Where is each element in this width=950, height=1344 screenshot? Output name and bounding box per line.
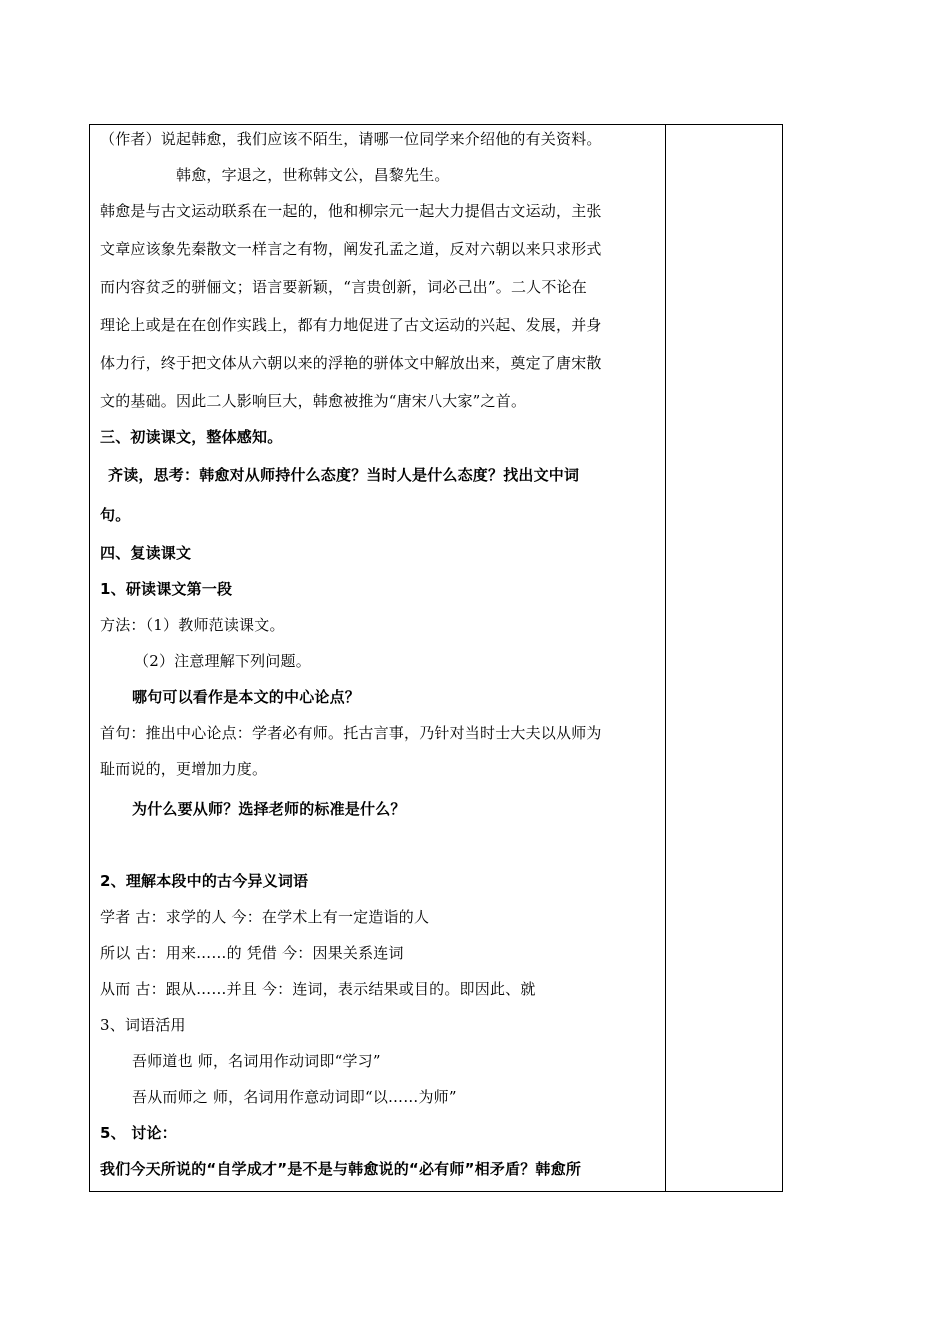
text-line: 体力行，终于把文体从六朝以来的浮艳的骈体文中解放出来，奠定了唐宋散: [100, 354, 602, 372]
subsection-heading: 2、理解本段中的古今异义词语: [100, 872, 309, 890]
text-line: 韩愈，字退之，世称韩文公，昌黎先生。: [176, 166, 450, 184]
text-line: （2）注意理解下列问题。: [134, 652, 311, 670]
text-line: 而内容贫乏的骈俪文；语言要新颖，“言贵创新，词必己出”。二人不论在: [100, 278, 587, 296]
column-divider: [665, 125, 666, 1191]
text-line: 文的基础。因此二人影响巨大，韩愈被推为“唐宋八大家”之首。: [100, 392, 527, 410]
question-line: 为什么要从师？选择老师的标准是什么？: [132, 800, 406, 818]
text-line: 理论上或是在在创作实践上，都有力地促进了古文运动的兴起、发展，并身: [100, 316, 602, 334]
text-line: 耻而说的，更增加力度。: [100, 760, 268, 778]
word-row: 吾师道也 师，名词用作动词即“学习”: [132, 1052, 381, 1070]
subsection-heading: 1、研读课文第一段: [100, 580, 233, 598]
notes-cell: [667, 125, 782, 1191]
text-line: 方法：（1）教师范读课文。: [100, 616, 285, 634]
text-line-bold: 齐读，思考：韩愈对从师持什么态度？当时人是什么态度？找出文中词: [108, 466, 580, 484]
section-heading: 三、初读课文，整体感知。: [100, 428, 283, 446]
text-line-bold: 句。: [100, 506, 131, 524]
content-table: [89, 124, 783, 1192]
word-row: 吾从而师之 师，名词用作意动词即“以……为师”: [132, 1088, 457, 1106]
text-line: 文章应该象先秦散文一样言之有物，阐发孔孟之道，反对六朝以来只求形式: [100, 240, 602, 258]
text-line: （作者）说起韩愈，我们应该不陌生，请哪一位同学来介绍他的有关资料。: [100, 130, 602, 148]
word-row: 学者 古：求学的人 今：在学术上有一定造诣的人: [100, 908, 430, 926]
subsection-heading: 3、词语活用: [100, 1016, 186, 1034]
text-line: 首句：推出中心论点：学者必有师。托古言事，乃针对当时士大夫以从师为: [100, 724, 602, 742]
section-heading: 四、复读课文: [100, 544, 192, 562]
text-line: 韩愈是与古文运动联系在一起的，他和柳宗元一起大力提倡古文运动，主张: [100, 202, 602, 220]
word-row: 从而 古：跟从……并且 今：连词，表示结果或目的。即因此、就: [100, 980, 536, 998]
question-line: 哪句可以看作是本文的中心论点？: [132, 688, 361, 706]
main-content-cell: [90, 125, 665, 1191]
text-line-bold: 我们今天所说的“自学成才”是不是与韩愈说的“必有师”相矛盾？韩愈所: [100, 1160, 582, 1178]
subsection-heading: 5、 讨论：: [100, 1124, 177, 1142]
word-row: 所以 古：用来……的 凭借 今：因果关系连词: [100, 944, 404, 962]
